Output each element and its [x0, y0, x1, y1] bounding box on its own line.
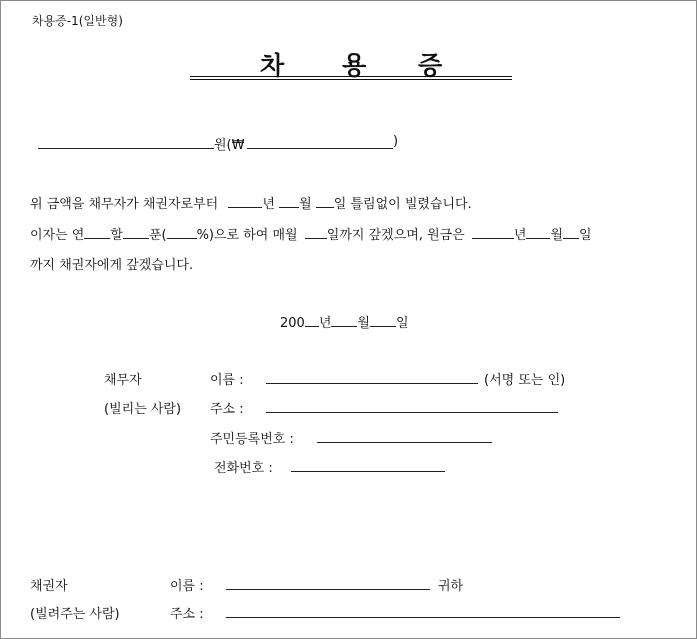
body-line-1 [30, 193, 472, 212]
date-month-label: 월 [357, 316, 370, 331]
interest-monthly-text: %)으로 하여 매월 [196, 228, 298, 243]
interest-pun-field[interactable] [123, 225, 149, 239]
creditor-honorific: 귀하 [438, 579, 464, 594]
debtor-role: 채무자 [104, 373, 142, 388]
date-year-label: 년 [318, 316, 332, 331]
borrow-day-field[interactable] [316, 194, 334, 208]
creditor-role: 채권자 [30, 579, 68, 594]
creditor-name-field[interactable] [226, 589, 430, 590]
title-underline [190, 76, 512, 77]
document-date [280, 312, 409, 331]
pay-day-field[interactable] [305, 225, 327, 239]
date-day-label: 일 [395, 316, 409, 331]
date-prefix: 200 [280, 316, 305, 331]
date-year-field[interactable] [305, 313, 319, 327]
repay-month-label: 월 [550, 228, 564, 243]
date-day-field[interactable] [370, 313, 396, 327]
borrow-month-label: 월 [299, 197, 312, 212]
title-char-1: 차 [260, 51, 285, 80]
amount-close-paren: ) [393, 134, 399, 149]
creditor-address-field[interactable] [226, 617, 620, 618]
title-char-2: 용 [342, 51, 367, 80]
debtor-address-label: 주소 : [210, 402, 244, 417]
amount-number-field[interactable] [247, 148, 393, 149]
repay-day-field[interactable] [563, 225, 579, 239]
creditor-role-note: (빌려주는 사람) [30, 607, 120, 622]
debtor-phone-label: 전화번호 : [214, 461, 273, 476]
interest-hal-label: 할 [110, 228, 123, 243]
interest-prefix: 이자는 연 [30, 228, 85, 243]
principal-text: 일까지 갚겠으며, 원금은 [326, 228, 465, 243]
document-title [190, 46, 512, 80]
borrow-month-field[interactable] [279, 194, 299, 208]
repay-day-label: 일 [579, 228, 592, 243]
debtor-name-label: 이름 : [210, 373, 244, 388]
form-code: 차용증-1(일반형) [32, 14, 123, 28]
body-line-1-text: 위 금액을 채무자가 채권자로부터 [30, 197, 219, 212]
title-underline-double [190, 79, 512, 80]
debtor-role-note: (빌리는 사람) [104, 402, 182, 417]
repay-year-label: 년 [513, 228, 527, 243]
body-line-3: 까지 채권자에게 갚겠습니다. [30, 258, 194, 273]
repay-year-field[interactable] [472, 225, 514, 239]
won-label: 원(₩ [214, 138, 245, 153]
title-char-3: 증 [418, 51, 443, 80]
repay-month-field[interactable] [526, 225, 550, 239]
debtor-name-field[interactable] [266, 383, 478, 384]
debtor-phone-field[interactable] [291, 471, 445, 472]
debtor-address-field[interactable] [266, 412, 558, 413]
debtor-id-field[interactable] [317, 442, 492, 443]
borrow-day-text: 일 틀림없이 빌렸습니다. [333, 197, 472, 212]
amount-korean-field[interactable] [38, 148, 214, 149]
date-month-field[interactable] [331, 313, 357, 327]
borrow-year-field[interactable] [228, 194, 262, 208]
interest-pun-label: 푼( [148, 228, 167, 243]
interest-percent-field[interactable] [167, 225, 197, 239]
creditor-name-label: 이름 : [170, 579, 204, 594]
borrow-year-label: 년 [262, 197, 275, 212]
creditor-address-label: 주소 : [170, 607, 204, 622]
interest-hal-field[interactable] [84, 225, 110, 239]
debtor-sign-note: (서명 또는 인) [484, 373, 566, 388]
debtor-id-label: 주민등록번호 : [210, 432, 294, 447]
body-line-2 [30, 224, 592, 243]
